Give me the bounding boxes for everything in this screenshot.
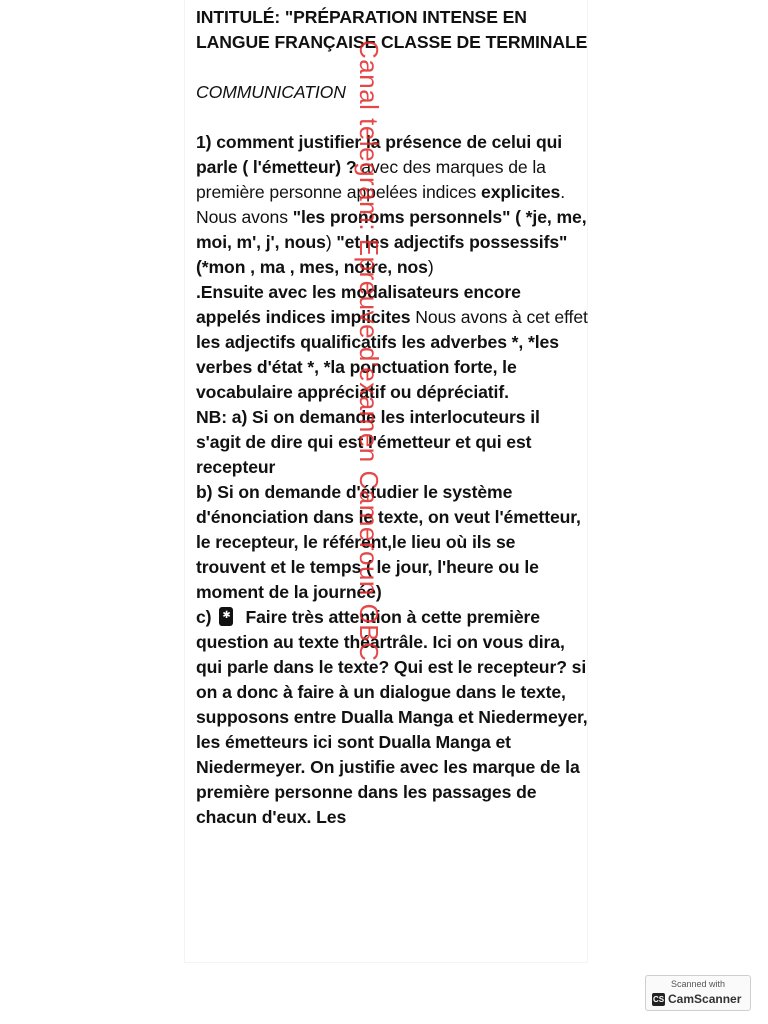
note-c xyxy=(196,605,588,830)
document-title: INTITULÉ: "PRÉPARATION INTENSE EN LANGUE FRANÇAISE CLASSE DE TERMINALE xyxy=(196,7,588,52)
note-c-text: Faire très attention à cette première question au texte théartrâle. Ici on vous dira, qui parle dans le texte? Qui est le recepteur? si on a donc à faire à un dialogue dans le texte, supposons entre Dualla Manga et Niedermeyer, les émetteurs ici sont Dualla Manga et Niedermeyer. On justifie avec les marque de la première personne dans les passages de chacun d'eux. Les xyxy=(196,607,588,827)
text-bold: explicites xyxy=(481,182,561,202)
text-bold: les adjectifs qualificatifs les adverbes *, *les verbes d'état *, *la ponctuation forte, le vocabulaire appréciatif ou dépréciatif. xyxy=(196,332,559,402)
text-bold: "les pronoms personnels" ( *je, me, moi, m', j', nous xyxy=(196,207,587,252)
document-body xyxy=(196,5,588,830)
text-normal: ) xyxy=(427,257,434,277)
watermark-text: Canal telegram: Epreuve d'examen Cameroun OBC xyxy=(354,40,384,662)
note-c-label: c) xyxy=(196,607,212,627)
badge-name: CamScanner xyxy=(668,992,742,1006)
note-a: NB: a) Si on demande les interlocuteurs il s'agit de dire qui est l'émetteur et qui est recepteur xyxy=(196,407,540,477)
section-heading: COMMUNICATION xyxy=(196,82,346,102)
text-normal: ) xyxy=(325,232,337,252)
badge-caption: Scanned with xyxy=(670,979,726,989)
spacer xyxy=(196,105,588,130)
text-normal: Nous avons à cet effet xyxy=(410,307,588,327)
text-bold: "et les adjectifs possessifs" (*mon , ma , mes, notre, nos xyxy=(196,232,568,277)
text-normal: . Nous avons xyxy=(196,182,566,227)
camscanner-badge xyxy=(645,975,751,1011)
watermark xyxy=(354,40,388,960)
spacer xyxy=(196,55,588,80)
camscanner-logo-icon: CS xyxy=(652,995,665,1004)
text-bold: .Ensuite avec les modalisateurs encore appelés indices implicites xyxy=(196,282,521,327)
phone-icon xyxy=(219,607,233,626)
paragraph-emetteur xyxy=(196,130,588,280)
text-bold: 1) comment justifier la présence de celui qui parle ( l'émetteur) ? xyxy=(196,132,563,177)
text-normal: avec des marques de la première personne appelées indices xyxy=(196,157,546,202)
note-b: b) Si on demande d'étudier le système d'énonciation dans le texte, on veut l'émetteur, le recepteur, le référent,le lieu où ils se trouvent et le temps ( le jour, l'heure ou le moment de la journée) xyxy=(196,482,581,602)
paragraph-modalisateurs xyxy=(196,280,588,405)
